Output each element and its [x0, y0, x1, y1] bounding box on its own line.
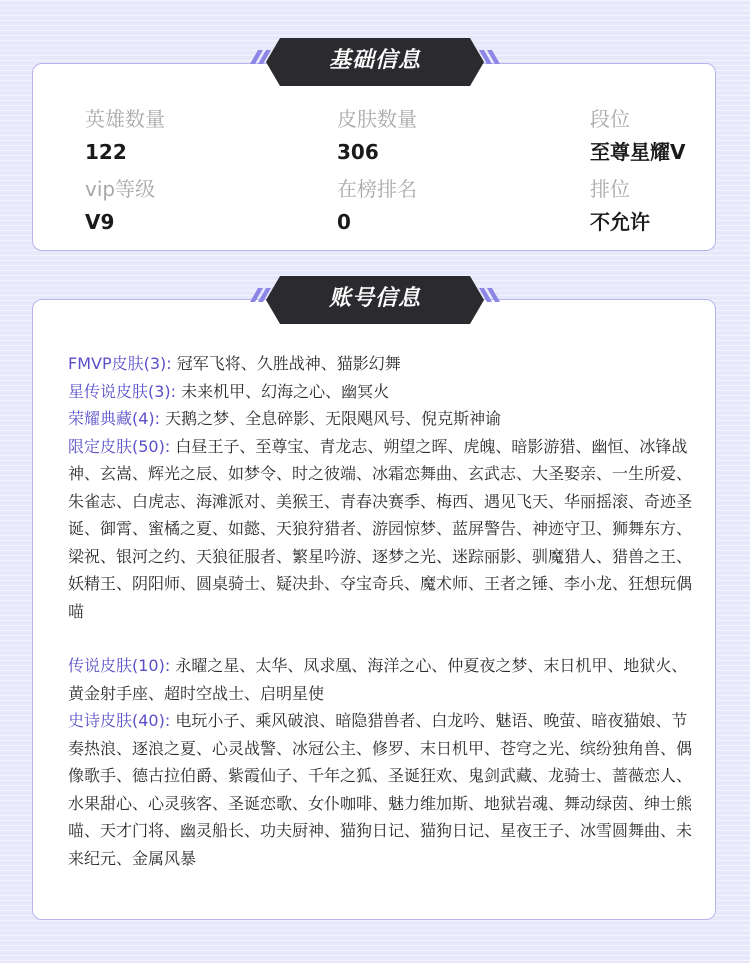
vip-level-label: vip等级 — [85, 177, 156, 201]
skin-category — [68, 378, 693, 406]
category-name: 传说皮肤(10): — [68, 656, 171, 675]
hero-count — [85, 107, 165, 164]
section-header-basic — [250, 38, 500, 86]
skin-category — [68, 433, 693, 626]
skin-list — [68, 350, 693, 872]
category-name: 限定皮肤(50): — [68, 436, 171, 456]
hero-count-label: 英雄数量 — [85, 107, 165, 131]
basic-info-title: 基础信息 — [328, 48, 421, 73]
basic-info-card — [32, 63, 716, 251]
skin-count-label: 皮肤数量 — [337, 107, 417, 131]
category-skins: 未来机甲、幻海之心、幽冥火 — [181, 381, 390, 401]
category-skins: 天鹅之梦、全息碎影、无限飓风号、倪克斯神谕 — [165, 409, 502, 428]
leaderboard-rank-label: 在榜排名 — [337, 177, 417, 201]
ranked-mode — [590, 177, 650, 234]
category-name: 荣耀典藏(4): — [68, 409, 161, 428]
category-skins: 电玩小子、乘风破浪、暗隐猎兽者、白龙吟、魅语、晚萤、暗夜猫娘、节奏热浪、逐浪之夏、心灵战警、冰冠公主、修罗、末日机甲、苍穹之光、缤纷独角兽、偶像歌手、德古拉伯爵、紫霞仙子、千年之狐、圣诞狂欢、鬼剑武藏、龙骑士、蔷薇恋人、水果甜心、心灵骇客、圣诞恋歌、女仆咖啡、魅力维加斯、地狱岩魂、舞动绿茵、绅士熊喵、天才门将、幽灵船长、功夫厨神、猫狗日记、猫狗日记、星夜王子、冰雪圆舞曲、未来纪元、金属风暴 — [68, 711, 693, 868]
skin-category — [68, 405, 693, 433]
category-name: 星传说皮肤(3): — [68, 381, 177, 401]
leaderboard-rank — [337, 177, 417, 234]
vip-level — [85, 177, 155, 234]
skin-category — [68, 707, 693, 872]
category-skins: 永曜之星、太华、凤求凰、海洋之心、仲夏夜之梦、末日机甲、地狱火、黄金射手座、超时空战士、启明星使 — [68, 656, 688, 703]
rank-tier — [590, 107, 685, 164]
ranked-mode-label: 排位 — [590, 177, 630, 201]
skin-category — [68, 652, 693, 707]
ranked-mode-value: 不允许 — [590, 210, 650, 234]
category-skins: 冠军飞将、久胜战神、猫影幻舞 — [176, 354, 401, 373]
rank-tier-value: 至尊星耀V — [590, 140, 686, 164]
rank-tier-label: 段位 — [590, 107, 630, 131]
skin-category — [68, 350, 693, 378]
account-info-title: 账号信息 — [328, 286, 421, 311]
category-name: 史诗皮肤(40): — [68, 711, 171, 730]
category-skins: 白昼王子、至尊宝、青龙志、朔望之晖、虎魄、暗影游猎、幽恒、冰锋战神、玄嵩、辉光之辰、如梦令、时之彼端、冰霜恋舞曲、玄武志、大圣娶亲、一生所爱、朱雀志、白虎志、海滩派对、美猴王、青春决赛季、梅西、遇见飞天、华丽摇滚、奇迹圣诞、御霄、蜜橘之夏、如懿、天狼狩猎者、游园惊梦、蓝屏警告、神迹守卫、狮舞东方、梁祝、银河之约、天狼征服者、繁星吟游、逐梦之光、迷踪丽影、驯魔猎人、猎兽之王、妖精王、阴阳师、圆桌骑士、疑决卦、夺宝奇兵、魔术师、王者之锤、李小龙、狂想玩偶喵 — [68, 436, 693, 621]
section-header-account — [250, 276, 500, 324]
skin-count-value: 306 — [337, 140, 379, 164]
hero-count-value: 122 — [85, 140, 127, 164]
category-name: FMVP皮肤(3): — [68, 354, 172, 373]
vip-level-value: V9 — [85, 210, 115, 234]
account-info-card — [32, 299, 716, 920]
skin-count — [337, 107, 417, 164]
basic-info-grid — [33, 64, 715, 250]
leaderboard-rank-value: 0 — [337, 210, 351, 234]
